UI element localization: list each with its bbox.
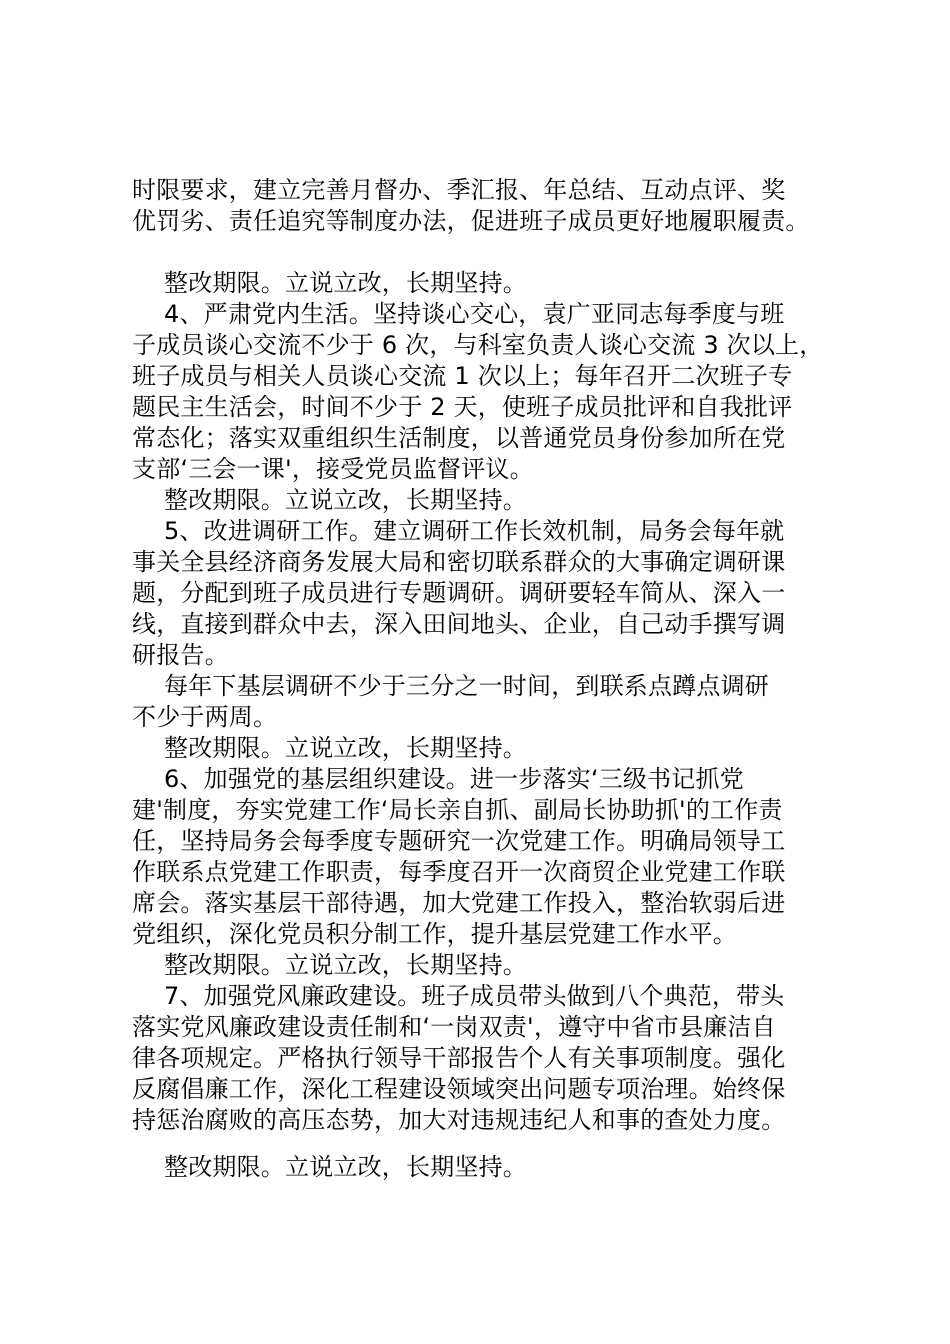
text-line: 题民主生活会，时间不少于 2 天，使班子成员批评和自我批评 <box>132 393 793 421</box>
text-line: 支部‘三会一课'，接受党员监督评议。 <box>132 455 534 483</box>
text-line: 任，坚持局务会每季度专题研究一次党建工作。明确局领导工 <box>132 827 786 855</box>
text-line: 题，分配到班子成员进行专题调研。调研要轻车简从、深入一 <box>132 579 786 607</box>
text-line: 4、严肃党内生活。坚持谈心交心，袁广亚同志每季度与班 <box>164 300 785 328</box>
text-line: 时限要求，建立完善月督办、季汇报、年总结、互动点评、奖 <box>132 176 786 204</box>
text-line: 不少于两周。 <box>132 703 278 731</box>
text-line: 反腐倡廉工作，深化工程建设领域突出问题专项治理。始终保 <box>132 1075 786 1103</box>
text-line: 优罚劣、责任追究等制度办法，促进班子成员更好地履职履责。 <box>132 207 810 235</box>
text-line: 整改期限。立说立改，长期坚持。 <box>164 951 527 979</box>
text-line: 子成员谈心交流不少于 6 次，与科室负责人谈心交流 3 次以上， <box>132 331 824 359</box>
text-line: 落实党风廉政建设责任制和‘一岗双责'，遵守中省市县廉洁自 <box>132 1013 776 1041</box>
text-line: 党组织，深化党员积分制工作，提升基层党建工作水平。 <box>132 920 737 948</box>
text-line: 7、加强党风廉政建设。班子成员带头做到八个典范，带头 <box>164 982 785 1010</box>
text-line: 5、改进调研工作。建立调研工作长效机制，局务会每年就 <box>164 517 785 545</box>
text-line: 每年下基层调研不少于三分之一时间，到联系点蹲点调研 <box>164 672 769 700</box>
text-line: 整改期限。立说立改，长期坚持。 <box>164 269 527 297</box>
text-line: 6、加强党的基层组织建设。进一步落实‘三级书记抓党 <box>164 765 744 793</box>
text-line: 班子成员与相关人员谈心交流 1 次以上；每年召开二次班子专 <box>132 362 793 390</box>
text-line: 席会。落实基层干部待遇，加大党建工作投入，整治软弱后进 <box>132 889 786 917</box>
text-line: 整改期限。立说立改，长期坚持。 <box>164 1153 527 1181</box>
text-line: 律各项规定。严格执行领导干部报告个人有关事项制度。强化 <box>132 1044 786 1072</box>
text-line: 常态化；落实双重组织生活制度，以普通党员身份参加所在党 <box>132 424 786 452</box>
text-line: 事关全县经济商务发展大局和密切联系群众的大事确定调研课 <box>132 548 786 576</box>
text-line: 整改期限。立说立改，长期坚持。 <box>164 486 527 514</box>
text-line: 研报告。 <box>132 641 229 669</box>
text-line: 作联系点党建工作职责，每季度召开一次商贸企业党建工作联 <box>132 858 786 886</box>
text-line: 持惩治腐败的高压态势，加大对违规违纪人和事的查处力度。 <box>132 1106 786 1134</box>
text-line: 建'制度，夯实党建工作‘局长亲自抓、副局长协助抓'的工作责 <box>132 796 783 824</box>
text-line: 线，直接到群众中去，深入田间地头、企业，自己动手撰写调 <box>132 610 786 638</box>
text-line: 整改期限。立说立改，长期坚持。 <box>164 734 527 762</box>
